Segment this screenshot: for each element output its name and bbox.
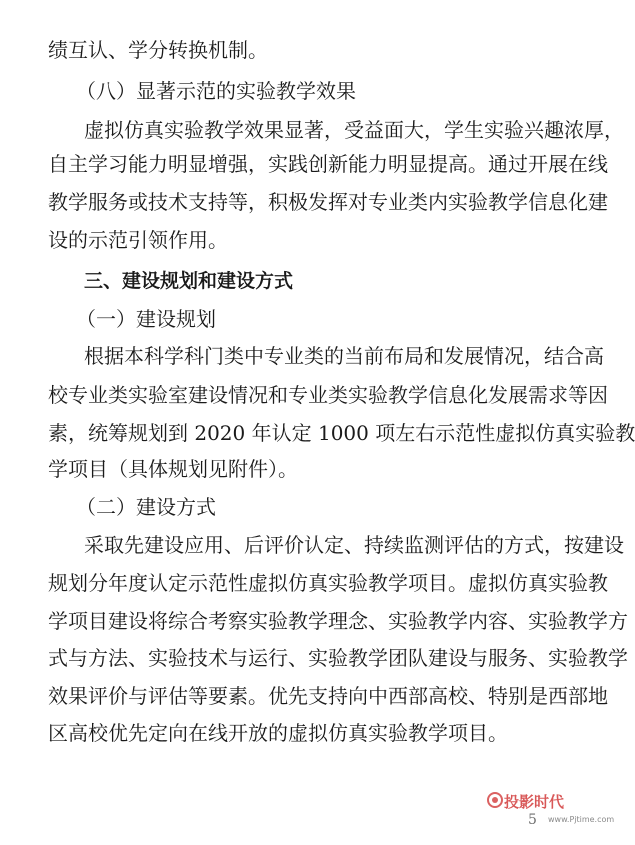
page-number: 5 [528,812,537,828]
paragraph-line: 虚拟仿真实验教学效果显著，受益面大，学生实验兴趣浓厚， [84,118,624,142]
paragraph-line: 设的示范引领作用。 [48,228,228,252]
paragraph-line: 教学服务或技术支持等，积极发挥对专业类内实验教学信息化建 [48,190,608,214]
paragraph-line: 规划分年度认定示范性虚拟仿真实验教学项目。虚拟仿真实验教 [48,571,608,595]
watermark-brand: 投影时代 [504,793,565,811]
paragraph-line: 效果评价与评估等要素。优先支持向中西部高校、特别是西部地 [48,684,608,708]
paragraph-line: 区高校优先定向在线开放的虚拟仿真实验教学项目。 [48,721,508,745]
heading-construction-method: （二）建设方式 [76,495,216,519]
paragraph-line: 根据本科学科门类中专业类的当前布局和发展情况，结合高 [84,344,604,368]
paragraph-line: 校专业类实验室建设情况和专业类实验教学信息化发展需求等因 [48,383,608,407]
paragraph-line: 素，统筹规划到 2020 年认定 1000 项左右示范性虚拟仿真实验教 [48,421,635,445]
heading-construction-plan: （一）建设规划 [76,307,216,331]
paragraph-line: 学项目建设将综合考察实验教学理念、实验教学内容、实验教学方 [48,609,628,633]
paragraph-line: 绩互认、学分转换机制。 [48,38,268,62]
paragraph-line: 式与方法、实验技术与运行、实验教学团队建设与服务、实验教学 [48,646,628,670]
paragraph-line: 学项目（具体规划见附件）。 [48,457,298,481]
heading-demonstration-effect: （八）显著示范的实验教学效果 [76,79,356,103]
paragraph-line: 自主学习能力明显增强，实践创新能力明显提高。通过开展在线 [48,152,608,176]
paragraph-line: 采取先建设应用、后评价认定、持续监测评估的方式，按建设 [84,533,624,557]
heading-section-three: 三、建设规划和建设方式 [84,270,294,292]
watermark-url: www.Pjtime.com [548,815,615,824]
brand-logo-icon [486,791,504,809]
watermark [486,791,615,839]
